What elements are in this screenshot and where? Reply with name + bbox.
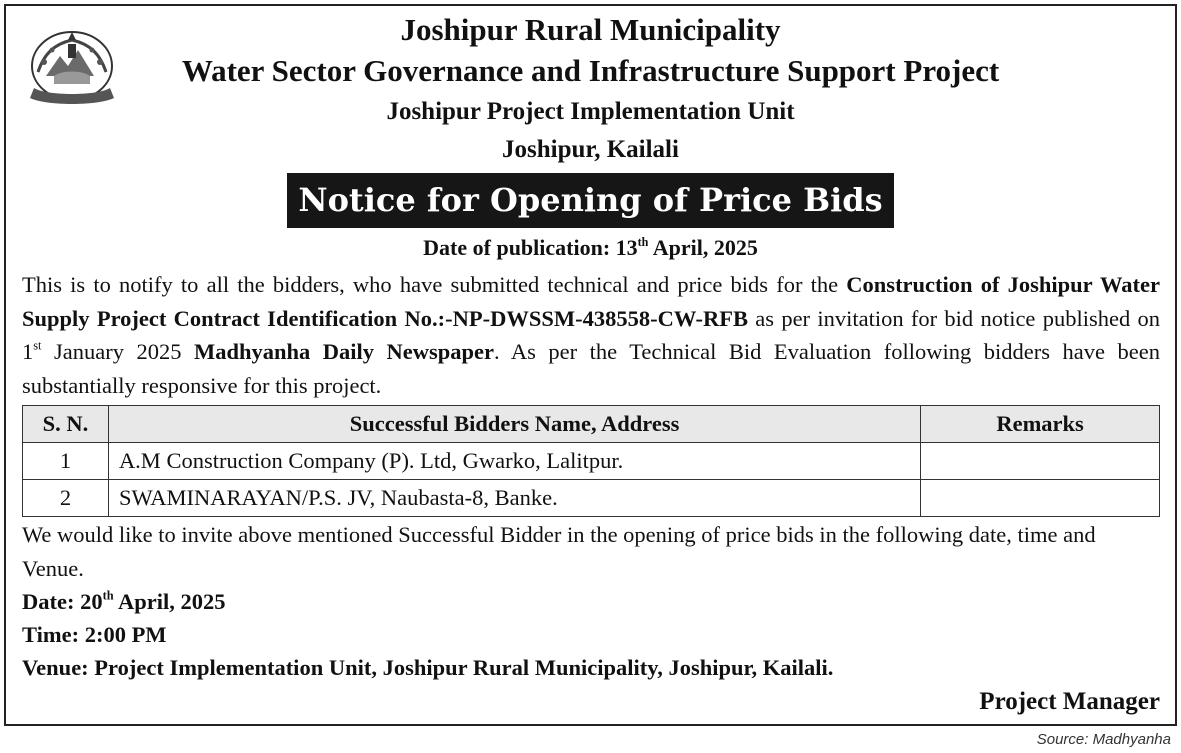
table-row: [23, 443, 1160, 480]
opening-time: Time: 2:00 PM: [22, 622, 167, 647]
municipality-name: Joshipur Rural Municipality: [400, 12, 781, 47]
source-credit: Source: Madhyanha: [1036, 731, 1171, 748]
project-name: Water Sector Governance and Infrastructure Support Project: [181, 53, 1000, 88]
location: Joshipur, Kailali: [502, 136, 679, 163]
opening-date: Date: 20th April, 2025: [22, 588, 226, 614]
notice-title-banner: Notice for Opening of Price Bids: [287, 173, 894, 228]
column-header-bidder: Successful Bidders Name, Address: [108, 406, 920, 443]
row-sn: 2: [23, 480, 109, 517]
row-bidder: SWAMINARAYAN/P.S. JV, Naubasta-8, Banke.: [108, 480, 920, 517]
publication-date: Date of publication: 13th April, 2025: [423, 234, 758, 260]
column-header-remarks: Remarks: [921, 406, 1160, 443]
signature-title: Project Manager: [979, 688, 1160, 715]
intro-paragraph: This is to notify to all the bidders, who have submitted technical and price bids for the Construction of Joshipur Water Supply Project Contract Identification No.:-NP-DWSSM-438558-CW-RFB as per invitation for bid notice published on 1st January 2025 Madhyanha Daily Newspaper. As per the Technical Bid Evaluation following bidders have been substantially responsive for this project.: [22, 272, 1160, 398]
table-header-row: [23, 406, 1160, 443]
opening-venue: Venue: Project Implementation Unit, Joshipur Rural Municipality, Joshipur, Kailali.: [22, 655, 834, 680]
invitation-paragraph: We would like to invite above mentioned Successful Bidder in the opening of price bids in the following date, time and Venue.: [22, 522, 1096, 581]
row-remarks: [921, 480, 1160, 517]
row-remarks: [921, 443, 1160, 480]
implementation-unit: Joshipur Project Implementation Unit: [386, 98, 795, 125]
bidders-table: [22, 405, 1160, 517]
row-sn: 1: [23, 443, 109, 480]
table-row: [23, 480, 1160, 517]
column-header-sn: S. N.: [23, 406, 109, 443]
row-bidder: A.M Construction Company (P). Ltd, Gwarko, Lalitpur.: [108, 443, 920, 480]
